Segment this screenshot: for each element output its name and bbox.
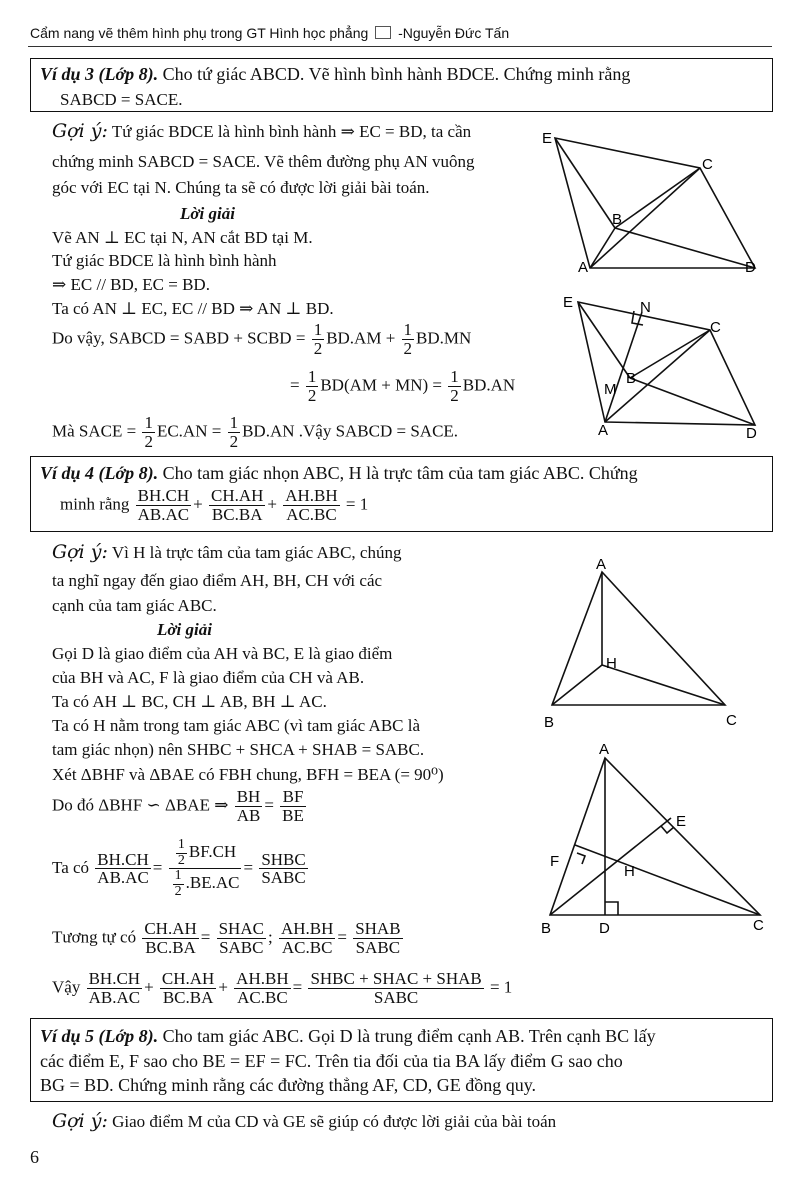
fig3-label: H bbox=[606, 655, 617, 672]
ex3-s4: Ta có AN ⊥ EC, EC // BD ⇒ AN ⊥ BD. bbox=[52, 299, 334, 318]
fig4-label: H bbox=[624, 863, 635, 880]
frac-compound: $\frac{1}{2}$ BF.CH $\frac{1}{2}$ .BE.AC bbox=[169, 838, 242, 900]
ex4-hint1: Vì H là trực tâm của tam giác ABC, chúng bbox=[111, 543, 402, 562]
ex3-head: Ví dụ 3 (Lớp 8). bbox=[40, 64, 159, 84]
frac-bh-ab: $\frac{BH}{AB}$ bbox=[236, 787, 261, 825]
frac-bhch-abac: $\frac{BH.CH}{AB.AC}$ bbox=[88, 969, 141, 1007]
fig4-label: A bbox=[599, 741, 610, 758]
frac-half: $\frac{1}{2}$ bbox=[229, 413, 239, 451]
fig2-label: C bbox=[710, 319, 721, 336]
ex3-s6: BD(AM + MN) = bbox=[320, 375, 442, 395]
figure-quadrilateral-1 bbox=[530, 118, 780, 278]
ex4-prompt2: minh rằng bbox=[60, 494, 130, 514]
page-number: 6 bbox=[30, 1147, 39, 1167]
frac-shac-sabc: $\frac{\text{SHAC}}{\text{SABC}}$ bbox=[218, 919, 264, 957]
fig1-label: B bbox=[612, 211, 623, 228]
header-rule bbox=[28, 46, 772, 47]
ex3-s7b: EC.AN = bbox=[156, 421, 222, 441]
header-author: -Nguyễn Đức Tấn bbox=[398, 25, 510, 41]
frac-shbc-sabc: $\frac{\text{SHBC}}{\text{SABC}}$ bbox=[261, 849, 306, 888]
frac-half: $\frac{1}{2}$ bbox=[450, 367, 459, 405]
fig4-label: B bbox=[541, 920, 552, 937]
ex4-s3: Ta có AH ⊥ BC, CH ⊥ AB, BH ⊥ AC. bbox=[52, 692, 327, 711]
ex4-hint-label: Gợi ý: bbox=[52, 541, 108, 563]
fig3-label: C bbox=[726, 712, 737, 729]
ex4-head: Ví dụ 4 (Lớp 8). bbox=[40, 463, 159, 483]
ex3-sol-title: Lời giải bbox=[180, 204, 235, 223]
ex3-statement bbox=[40, 65, 630, 83]
ex4-claim: minh rằng $\frac{BH.CH}{AB.AC}$ + $\frac{CH.AH}{BC.BA}$ + $\frac{AH.BH}{AC.BC}$ = 1 bbox=[60, 486, 369, 524]
ex5-line1 bbox=[40, 1027, 656, 1045]
ex4-s6: Xét ΔBHF và ΔBAE có FBH chung, BFH = BEA (= 90⁰) bbox=[52, 765, 444, 784]
frac-shab-sabc: $\frac{\text{SHAB}}{\text{SABC}}$ bbox=[355, 919, 401, 957]
figure-triangle-1 bbox=[540, 555, 760, 735]
ex3-s7-row bbox=[52, 414, 458, 451]
ex5-head: Ví dụ 5 (Lớp 8). bbox=[40, 1026, 159, 1046]
ex4-hint2: ta nghĩ ngay đến giao điểm AH, BH, CH với các bbox=[52, 571, 383, 590]
ex4-prompt: Cho tam giác nhọn ABC, H là trực tâm của tam giác ABC. Chứng bbox=[158, 463, 638, 483]
ex4-statement bbox=[40, 464, 638, 482]
ex4-s8: Ta có bbox=[52, 857, 90, 877]
ex3-s3: ⇒ EC // BD, EC = BD. bbox=[52, 275, 210, 294]
header-icon bbox=[375, 26, 391, 39]
fig2-label: N bbox=[640, 299, 651, 316]
frac-half: $\frac{1}{2}$ bbox=[403, 320, 413, 358]
fig4-label: E bbox=[676, 813, 687, 830]
frac-bf-be: $\frac{BF}{BE}$ bbox=[282, 787, 304, 825]
frac-half: $\frac{1}{2}$ bbox=[313, 320, 323, 358]
page-header bbox=[30, 26, 509, 40]
ex4-hint3: cạnh của tam giác ABC. bbox=[52, 596, 217, 615]
frac-half: $\frac{1}{2}$ bbox=[144, 413, 153, 451]
ex3-s7: Mà SACE = bbox=[52, 421, 137, 441]
fig3-label: B bbox=[544, 714, 555, 731]
ex4-s8-row: Ta có $\frac{BH.CH}{AB.AC}$ = $\frac{1}{2}$ BF.CH $\frac{1}{2}$ .BE.AC = $\frac{\text{SHBC}}{\text{SABC}}$ bbox=[52, 837, 306, 900]
fig1-label: E bbox=[542, 130, 553, 147]
fig3-label: A bbox=[596, 556, 607, 573]
ex5-l2: các điểm E, F sao cho BE = EF = FC. Trên tia đối của tia BA lấy điểm G sao cho bbox=[40, 1051, 623, 1071]
ex3-s5: Do vậy, SABCD = SABD + SCBD = bbox=[52, 328, 306, 348]
ex3-s6-row: = $\frac{1}{2}$ BD(AM + MN) = $\frac{1}{2}$ BD.AN bbox=[290, 367, 516, 405]
ex4-eq1: = 1 bbox=[345, 494, 369, 514]
ex3-hint-label: Gợi ý: bbox=[52, 120, 108, 142]
ex5-hint-line bbox=[52, 1112, 556, 1131]
frac-half: $\frac{1}{2}$ bbox=[307, 367, 317, 405]
fig2-label: E bbox=[563, 294, 574, 311]
fig1-label: A bbox=[578, 259, 589, 276]
ex3-prompt: Cho tứ giác ABCD. Vẽ hình bình hành BDCE. Chứng minh rằng bbox=[158, 64, 631, 84]
frac-ahbh-acbc: $\frac{AH.BH}{AC.BC}$ bbox=[285, 486, 338, 524]
frac-ahbh-acbc: $\frac{AH.BH}{AC.BC}$ bbox=[280, 919, 334, 957]
ex3-hint1: Tứ giác BDCE là hình bình hành ⇒ EC = BD, ta cần bbox=[111, 122, 472, 141]
ex4-s10: Vậy bbox=[52, 977, 81, 997]
ex4-eq2: = 1 bbox=[489, 977, 513, 997]
ex3-hint3: góc với EC tại N. Chúng ta sẽ có được lời giải bài toán. bbox=[52, 178, 430, 197]
fig4-label: D bbox=[599, 920, 610, 937]
ex3-s7c: BD.AN .Vậy SABCD = SACE. bbox=[242, 421, 459, 441]
ex3-s6b: BD.AN bbox=[462, 375, 516, 395]
ex3-s5-row bbox=[52, 321, 471, 358]
ex4-s10-row: Vậy $\frac{BH.CH}{AB.AC}$ + $\frac{CH.AH}{BC.BA}$ + $\frac{AH.BH}{AC.BC}$ = $\frac{\text{SHBC + SHAC + SHAB}}{\text{SABC}}$ = 1 bbox=[52, 969, 513, 1007]
figure-quadrilateral-2 bbox=[530, 290, 780, 450]
ex5-hint-label: Gợi ý: bbox=[52, 1110, 108, 1132]
frac-bhch-abac: $\frac{BH.CH}{AB.AC}$ bbox=[137, 486, 190, 524]
ex3-s1: Vẽ AN ⊥ EC tại N, AN cắt BD tại M. bbox=[52, 228, 313, 247]
ex4-s7-row: Do đó ΔBHF ∽ ΔBAE ⇒ $\frac{BH}{AB}$ = $\frac{BF}{BE}$ bbox=[52, 787, 304, 825]
frac-chah-bcba: $\frac{CH.AH}{BC.BA}$ bbox=[210, 486, 264, 524]
fig2-label: D bbox=[746, 425, 757, 442]
ex4-s9: Tương tự có bbox=[52, 927, 137, 947]
ex3-s5b: BD.AM + bbox=[326, 328, 396, 348]
fig1-label: C bbox=[702, 156, 713, 173]
fig2-label: M bbox=[604, 381, 617, 398]
ex5-hint: Giao điểm M của CD và GE sẽ giúp có được lời giải của bài toán bbox=[112, 1112, 557, 1131]
fig1-label: D bbox=[745, 259, 756, 276]
ex4-s4: Ta có H nằm trong tam giác ABC (vì tam giác ABC là bbox=[52, 716, 421, 735]
ex4-s7: Do đó ΔBHF ∽ ΔBAE ⇒ bbox=[52, 795, 229, 815]
frac-sum-sabc: $\frac{\text{SHBC + SHAC + SHAB}}{\text{SABC}}$ bbox=[310, 969, 482, 1007]
header-title: Cẩm nang vẽ thêm hình phụ trong GT Hình học phẳng bbox=[30, 25, 369, 41]
fig4-label: C bbox=[753, 917, 764, 934]
frac-bhch-abac: $\frac{BH.CH}{AB.AC}$ bbox=[97, 849, 149, 888]
fig4-label: F bbox=[550, 853, 560, 870]
ex4-s9-row: Tương tự có $\frac{CH.AH}{BC.BA}$ = $\frac{\text{SHAC}}{\text{SABC}}$ ; $\frac{AH.BH}{AC.BC}$ = $\frac{\text{SHAB}}{\text{SABC}}$ bbox=[52, 919, 401, 957]
ex4-s2: của BH và AC, F là giao điểm của CH và AB. bbox=[52, 668, 365, 687]
ex4-s5: tam giác nhọn) nên SHBC + SHCA + SHAB = SABC. bbox=[52, 740, 425, 759]
ex5-l3: BG = BD. Chứng minh rằng các đường thẳng AF, CD, GE đồng quy. bbox=[40, 1075, 537, 1095]
frac-chah-bcba: $\frac{CH.AH}{BC.BA}$ bbox=[144, 919, 197, 957]
ex4-sol-title: Lời giải bbox=[157, 620, 212, 639]
fig2-label: A bbox=[598, 422, 609, 439]
ex3-hint2: chứng minh SABCD = SACE. Vẽ thêm đường phụ AN vuông bbox=[52, 152, 475, 171]
ex3-s2: Tứ giác BDCE là hình bình hành bbox=[52, 251, 277, 270]
ex3-claim: SABCD = SACE. bbox=[60, 90, 183, 109]
ex3-s5c: BD.MN bbox=[416, 328, 472, 348]
ex3-hint-line1 bbox=[52, 122, 471, 141]
ex5-l1: Cho tam giác ABC. Gọi D là trung điểm cạnh AB. Trên cạnh BC lấy bbox=[158, 1026, 656, 1046]
frac-chah-bcba: $\frac{CH.AH}{BC.BA}$ bbox=[161, 969, 215, 1007]
ex4-s1: Gọi D là giao điểm của AH và BC, E là giao điểm bbox=[52, 644, 393, 663]
ex4-hint-line1 bbox=[52, 543, 401, 562]
fig2-label: B bbox=[626, 370, 637, 387]
figure-triangle-2 bbox=[535, 740, 775, 940]
frac-ahbh-acbc: $\frac{AH.BH}{AC.BC}$ bbox=[236, 969, 289, 1007]
